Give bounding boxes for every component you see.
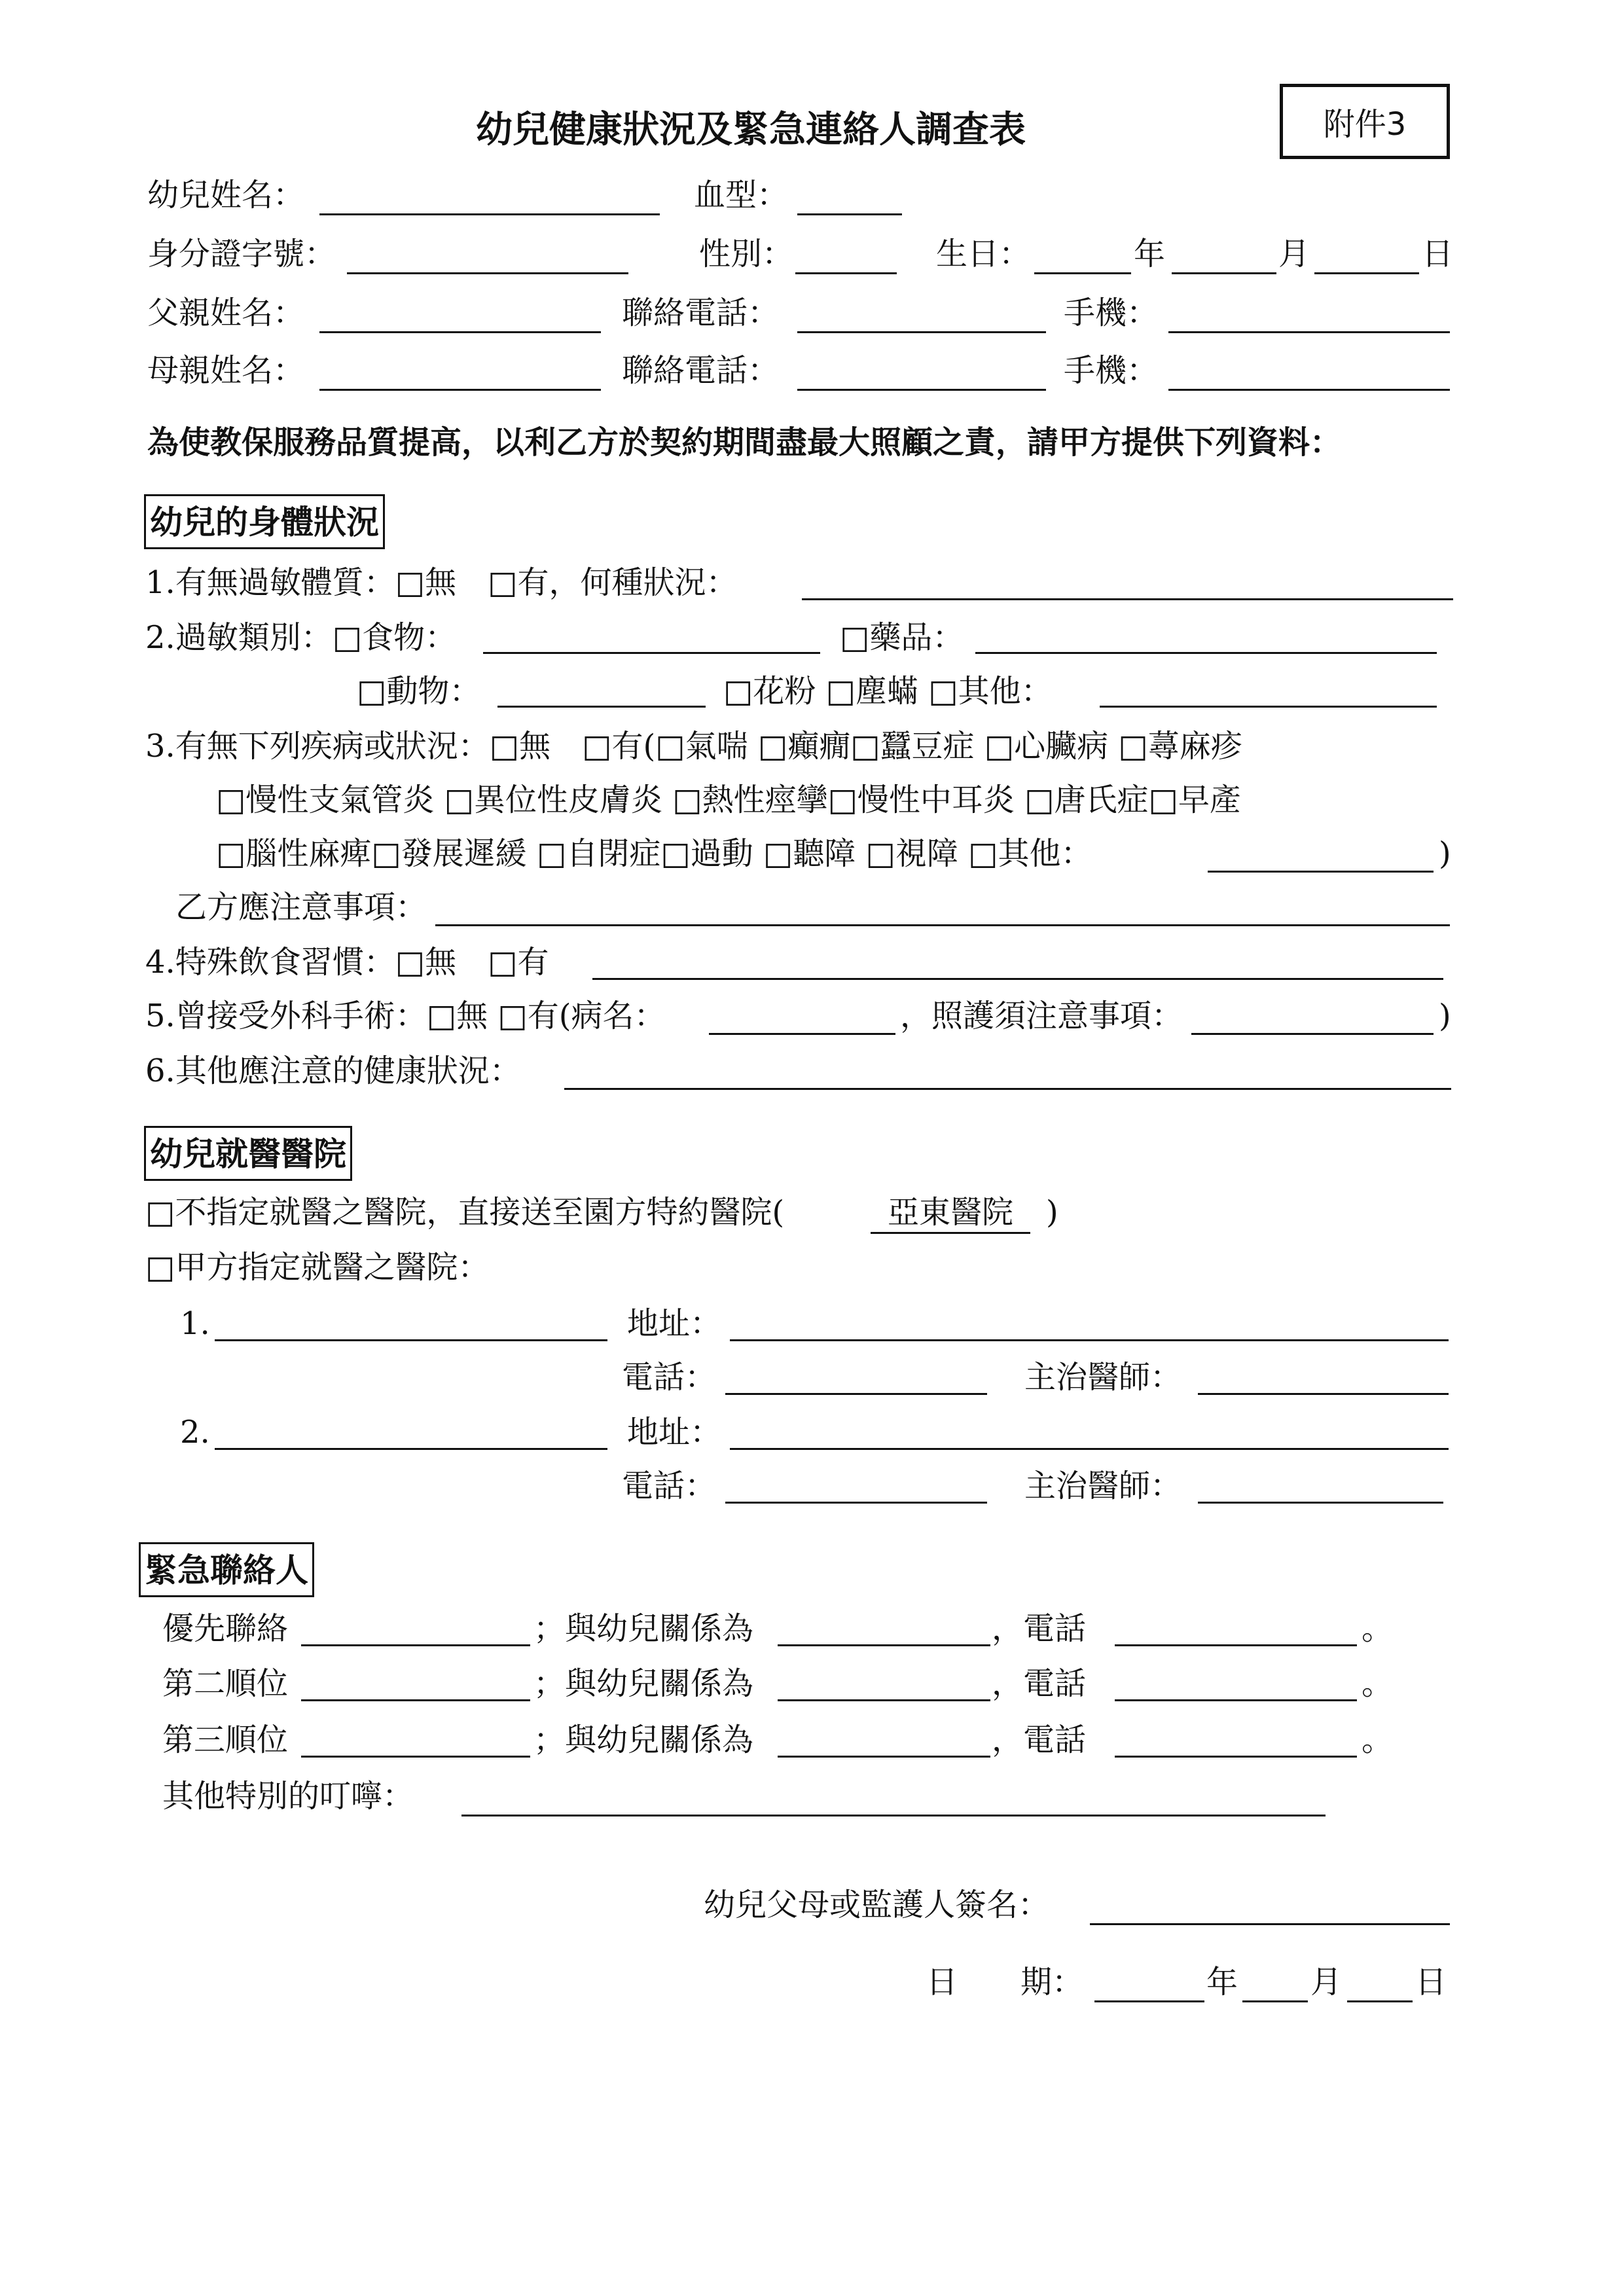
disease-close-paren: ): [1439, 835, 1451, 872]
caregiver-note-field[interactable]: [435, 924, 1450, 926]
blood-type-label: 血型：: [694, 177, 789, 213]
emergency-row-2-label: 第二順位: [162, 1665, 289, 1702]
hospital-1-address-label: 地址：: [627, 1305, 722, 1342]
child-name-field[interactable]: [319, 213, 660, 215]
health-section-heading: 幼兒的身體狀況: [144, 494, 385, 549]
other-health-field[interactable]: [564, 1088, 1451, 1090]
disease-line-2: □慢性支氣管炎 □異位性皮膚炎 □熱性痙攣□慢性中耳炎 □唐氏症□早產: [216, 782, 1241, 818]
attachment-badge: 附件3: [1280, 84, 1450, 159]
signature-label: 幼兒父母或監護人簽名：: [704, 1887, 1050, 1923]
hospital-1-name-field[interactable]: [215, 1339, 607, 1341]
surgery-question: 5.曾接受外科手術：□無 □有(病名：: [145, 998, 666, 1034]
other-notes-label: 其他特別的叮嚀：: [162, 1778, 414, 1815]
father-name-field[interactable]: [319, 331, 601, 333]
emergency-3-phone-label: ，電話: [992, 1722, 1087, 1758]
emergency-2-phone-label: ，電話: [992, 1665, 1087, 1702]
hospital-1-address-field[interactable]: [730, 1339, 1449, 1341]
date-day-field[interactable]: [1347, 2000, 1413, 2002]
hospital-option-1-close: ): [1046, 1194, 1058, 1231]
emergency-2-name-field[interactable]: [301, 1699, 530, 1701]
hospital-2-address-field[interactable]: [730, 1448, 1449, 1450]
emergency-2-end: 。: [1362, 1665, 1394, 1702]
other-notes-field[interactable]: [461, 1815, 1326, 1816]
emergency-3-phone-field[interactable]: [1115, 1756, 1357, 1758]
child-name-label: 幼兒姓名：: [147, 177, 305, 213]
hospital-entry-2-number: 2.: [180, 1414, 210, 1451]
hospital-2-phone-field[interactable]: [725, 1502, 987, 1504]
hospital-2-address-label: 地址：: [627, 1414, 722, 1451]
surgery-close-paren: ): [1439, 998, 1451, 1034]
emergency-3-name-field[interactable]: [301, 1756, 530, 1758]
signature-field[interactable]: [1090, 1923, 1450, 1925]
contracted-hospital: 亞東醫院: [871, 1193, 1030, 1234]
disease-line-1: 3.有無下列疾病或狀況：□無 □有(□氣喘 □癲癇□蠶豆症 □心臟病 □蕁麻疹: [145, 728, 1242, 765]
date-month-label: 月: [1310, 1964, 1343, 2000]
allergy-animal-label: □動物：: [357, 673, 481, 710]
father-phone-field[interactable]: [797, 331, 1046, 333]
intro-text: 為使教保服務品質提高，以利乙方於契約期間盡最大照顧之責，請甲方提供下列資料：: [147, 424, 1342, 461]
birthday-month-field[interactable]: [1172, 272, 1276, 274]
page-title: 幼兒健康狀況及緊急連絡人調查表: [476, 108, 1026, 151]
birthday-year-field[interactable]: [1034, 272, 1131, 274]
birthday-label: 生日：: [936, 236, 1031, 272]
hospital-1-doctor-field[interactable]: [1198, 1393, 1449, 1395]
hospital-option-1: □不指定就醫之醫院，直接送至園方特約醫院(: [145, 1194, 785, 1231]
disease-other-field[interactable]: [1208, 871, 1434, 873]
hospital-1-phone-field[interactable]: [725, 1393, 987, 1395]
emergency-1-relation-field[interactable]: [778, 1644, 990, 1646]
mother-phone-label: 聯絡電話：: [622, 352, 780, 389]
surgery-name-field[interactable]: [709, 1033, 895, 1035]
hospital-1-doctor-label: 主治醫師：: [1024, 1359, 1182, 1396]
birthday-month-label: 月: [1278, 236, 1310, 272]
hospital-section-heading: 幼兒就醫醫院: [144, 1126, 352, 1181]
surgery-care-field[interactable]: [1191, 1033, 1434, 1035]
date-month-field[interactable]: [1242, 2000, 1308, 2002]
mother-mobile-label: 手機：: [1064, 352, 1159, 389]
hospital-2-doctor-field[interactable]: [1198, 1502, 1443, 1504]
allergy-drug-label: □藥品：: [840, 619, 964, 656]
emergency-3-relation-field[interactable]: [778, 1756, 990, 1758]
allergy-detail-field[interactable]: [802, 598, 1453, 600]
mother-name-label: 母親姓名：: [147, 352, 305, 389]
birthday-day-label: 日: [1422, 236, 1454, 272]
surgery-care-label: ，照護須注意事項：: [900, 998, 1183, 1034]
mother-name-field[interactable]: [319, 389, 601, 391]
father-mobile-label: 手機：: [1064, 295, 1159, 331]
emergency-1-end: 。: [1362, 1610, 1394, 1647]
other-health-question: 6.其他應注意的健康狀況：: [145, 1053, 521, 1089]
allergy-animal-field[interactable]: [497, 706, 706, 708]
hospital-option-2: □甲方指定就醫之醫院：: [145, 1249, 490, 1286]
birthday-day-field[interactable]: [1314, 272, 1419, 274]
gender-label: 性別：: [699, 236, 794, 272]
allergy-food-label: 2.過敏類別：□食物：: [145, 619, 457, 656]
disease-line-3: □腦性麻痺□發展遲緩 □自閉症□過動 □聽障 □視障 □其他：: [216, 835, 1092, 872]
diet-question: 4.特殊飲食習慣：□無 □有: [145, 944, 549, 981]
date-day-label: 日: [1415, 1964, 1447, 2000]
emergency-row-3-label: 第三順位: [162, 1722, 289, 1758]
emergency-3-end: 。: [1362, 1722, 1394, 1758]
hospital-2-phone-label: 電話：: [622, 1468, 717, 1504]
hospital-2-name-field[interactable]: [215, 1448, 607, 1450]
date-year-label: 年: [1206, 1964, 1238, 2000]
emergency-1-phone-label: ，電話: [992, 1610, 1087, 1647]
caregiver-note-label: 乙方應注意事項：: [175, 889, 427, 926]
hospital-entry-1-number: 1.: [180, 1305, 210, 1342]
hospital-2-doctor-label: 主治醫師：: [1024, 1468, 1182, 1504]
emergency-2-phone-field[interactable]: [1115, 1699, 1357, 1701]
mother-phone-field[interactable]: [797, 389, 1046, 391]
emergency-1-phone-field[interactable]: [1115, 1644, 1357, 1646]
id-number-field[interactable]: [347, 272, 628, 274]
emergency-1-relation-label: ；與幼兒關係為: [533, 1610, 754, 1647]
date-year-field[interactable]: [1094, 2000, 1204, 2002]
father-mobile-field[interactable]: [1168, 331, 1450, 333]
allergy-other-field[interactable]: [1100, 706, 1437, 708]
diet-detail-field[interactable]: [592, 978, 1443, 980]
father-phone-label: 聯絡電話：: [622, 295, 780, 331]
allergy-food-field[interactable]: [483, 652, 820, 654]
allergy-drug-field[interactable]: [975, 652, 1437, 654]
date-label: 日 期：: [926, 1964, 1084, 2000]
emergency-row-1-label: 優先聯絡: [162, 1610, 289, 1647]
emergency-2-relation-field[interactable]: [778, 1699, 990, 1701]
blood-type-field[interactable]: [797, 213, 902, 215]
birthday-year-label: 年: [1134, 236, 1166, 272]
emergency-1-name-field[interactable]: [301, 1644, 530, 1646]
hospital-1-phone-label: 電話：: [622, 1359, 717, 1396]
gender-field[interactable]: [795, 272, 897, 274]
father-name-label: 父親姓名：: [147, 295, 305, 331]
id-number-label: 身分證字號：: [147, 236, 336, 272]
mother-mobile-field[interactable]: [1168, 389, 1450, 391]
allergy-question: 1.有無過敏體質：□無 □有，何種狀況：: [145, 564, 738, 601]
emergency-section-heading: 緊急聯絡人: [139, 1542, 314, 1597]
allergy-other-label: □花粉 □塵蟎 □其他：: [723, 673, 1053, 710]
emergency-3-relation-label: ；與幼兒關係為: [533, 1722, 754, 1758]
emergency-2-relation-label: ；與幼兒關係為: [533, 1665, 754, 1702]
